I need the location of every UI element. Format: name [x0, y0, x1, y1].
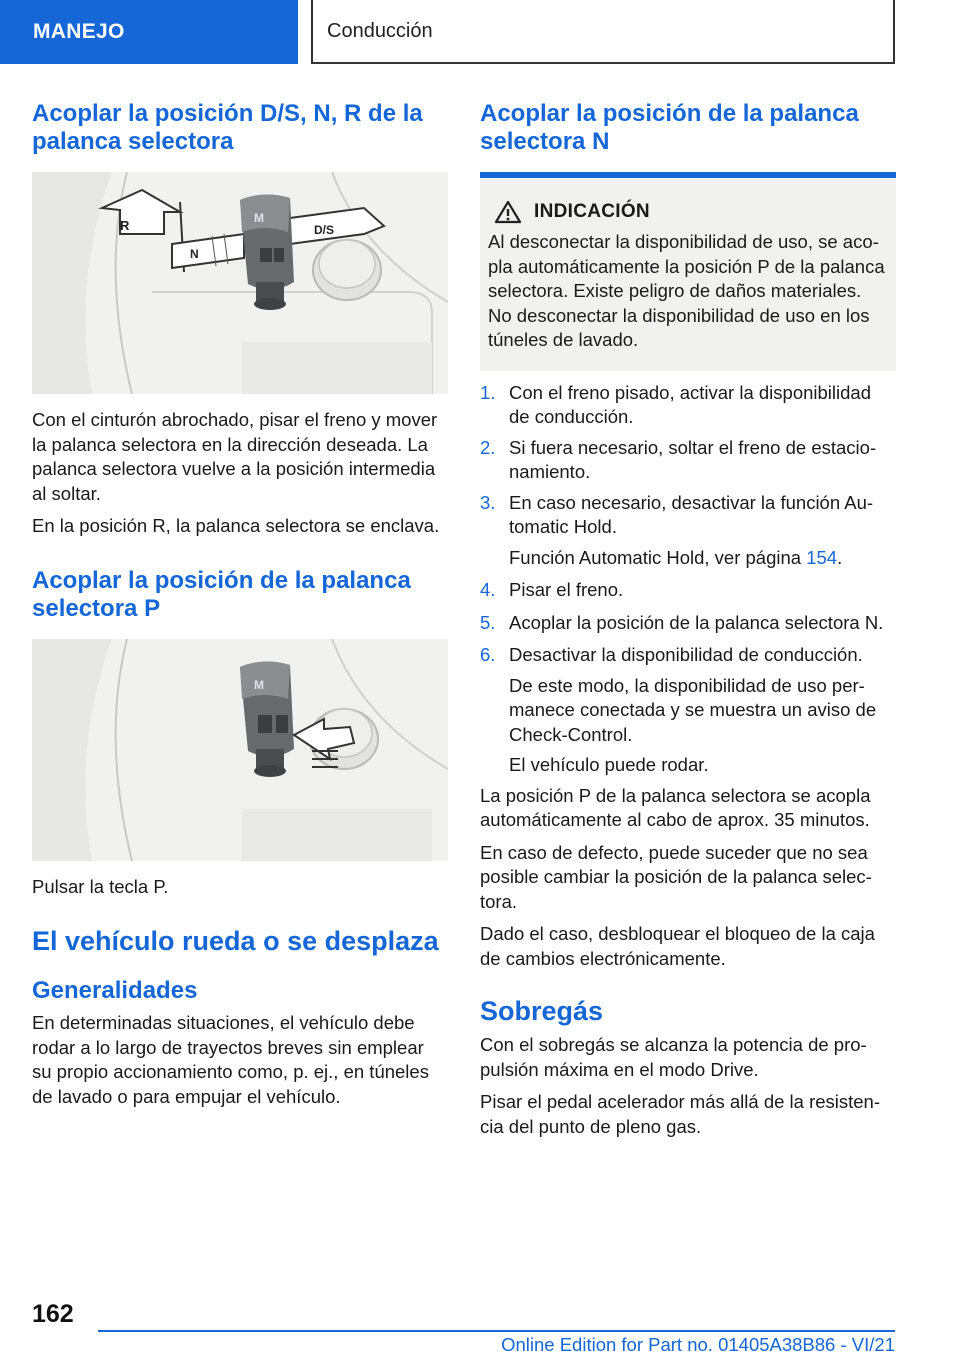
- page-link-154[interactable]: 154: [806, 546, 838, 568]
- illustration-selector-lever-dsnr: [32, 172, 448, 394]
- paragraph-auto-p: La posición P de la palanca selectora se acopla automáticamente al cabo de aprox. 35 minutos.: [480, 784, 871, 830]
- notice-text: Al desconectar la disponibilidad de uso, se acopla automáticamente la posición P de la palanca selectora. Existe peligro de daños materiales. No desconectar la disponibilidad de uso en los túneles de lavado.: [488, 231, 885, 350]
- footer-edition: Online Edition for Part no. 01405A38B86 - VI/21: [501, 1334, 895, 1355]
- step-number: 3.: [480, 491, 496, 513]
- step-number: 6.: [480, 644, 496, 665]
- label-n: N: [190, 247, 199, 261]
- paragraph-kickdown-1: Con el sobregás se alcanza la potencia de propulsión máxima en el modo Drive.: [480, 1034, 867, 1080]
- right-column: [480, 100, 896, 1139]
- footer-rule: [98, 1330, 895, 1332]
- paragraph-r-locks: En la posición R, la palanca selectora se enclava.: [32, 515, 440, 536]
- notice-box: [480, 178, 896, 371]
- step-number: 2.: [480, 436, 496, 458]
- paragraph-defect: En caso de defecto, puede suceder que no sea posible cambiar la posición de la palanca selectora.: [480, 841, 872, 912]
- paragraph-shift-instructions: Con el cinturón abrochado, pisar el freno y mover la palanca selectora en la dirección deseada. La palanca selectora vuelve a la posición intermedia al soltar.: [32, 409, 438, 504]
- p-button-drawing: [32, 639, 448, 861]
- step-number: 1.: [480, 381, 496, 403]
- step-6-note-1: De este modo, la disponibilidad de uso permanece conectada y se muestra un aviso de Check-Control.: [509, 674, 877, 745]
- step-number: 5.: [480, 611, 496, 633]
- label-r: R: [120, 218, 130, 233]
- label-m: M: [254, 677, 264, 692]
- heading-general: Generalidades: [32, 977, 198, 1004]
- heading-shift-n: Acoplar la posición de la palanca selectora N: [480, 100, 859, 155]
- notice-title: INDICACIÓN: [534, 201, 650, 222]
- step-6-note-2: El vehículo puede rodar.: [509, 754, 709, 775]
- step-text: En caso necesario, desactivar la función Automatic Hold.: [509, 491, 874, 537]
- selector-lever-drawing: [32, 172, 448, 394]
- step-3-note: Función Automatic Hold, ver página 154.: [509, 546, 843, 568]
- step-text: Acoplar la posición de la palanca selectora N.: [509, 611, 884, 633]
- warning-triangle-icon: [494, 200, 522, 224]
- step-5: [480, 611, 896, 636]
- page-number: 162: [32, 1300, 74, 1328]
- step-3: [480, 491, 896, 540]
- paragraph-general: En determinadas situaciones, el vehículo debe rodar a lo largo de trayectos breves sin emplear su propio accionamiento como, p. ej., en túneles de lavado o para empujar el vehículo.: [32, 1012, 429, 1107]
- step-1: [480, 381, 896, 430]
- illustration-selector-lever-p: [32, 639, 448, 861]
- section-tab: MANEJO: [0, 0, 298, 64]
- heading-kickdown: Sobregás: [480, 996, 604, 1026]
- step-4: [480, 578, 896, 603]
- left-column: [32, 100, 448, 1109]
- label-m: M: [254, 211, 264, 225]
- heading-shift-p: Acoplar la posición de la palanca selectora P: [32, 566, 411, 622]
- step-text: Desactivar la disponibilidad de conducción.: [509, 644, 863, 665]
- heading-shift-dsnr: Acoplar la posición D/S, N, R de la palanca selectora: [32, 100, 423, 155]
- label-ds: D/S: [314, 223, 335, 237]
- step-text: Si fuera necesario, soltar el freno de estacionamiento.: [509, 436, 877, 482]
- step-text: Pisar el freno.: [509, 579, 624, 600]
- step-number: 4.: [480, 579, 496, 600]
- paragraph-press-p: Pulsar la tecla P.: [32, 875, 169, 897]
- chapter-title: Conducción: [311, 0, 895, 64]
- paragraph-unlock: Dado el caso, desbloquear el bloqueo de la caja de cambios electrónicamente.: [480, 923, 875, 969]
- step-6: [480, 643, 896, 668]
- paragraph-kickdown-2: Pisar el pedal acelerador más allá de la resistencia del punto de pleno gas.: [480, 1091, 881, 1137]
- heading-vehicle-rolls: El vehículo rueda o se desplaza: [32, 926, 439, 956]
- step-2: [480, 436, 896, 485]
- step-text: Con el freno pisado, activar la disponibilidad de conducción.: [509, 381, 871, 427]
